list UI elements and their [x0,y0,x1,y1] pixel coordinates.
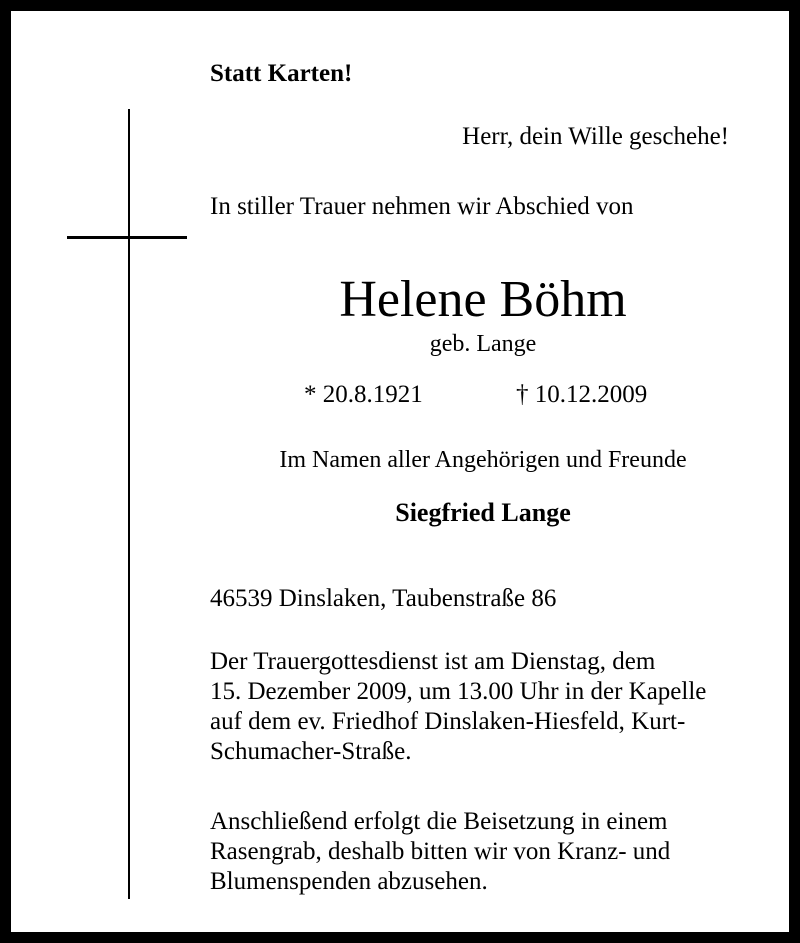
burial-paragraph [210,807,670,897]
service-line: 15. Dezember 2009, um 13.00 Uhr in der Kapelle [210,678,707,705]
cross-icon-crossbar [67,236,187,239]
deceased-name: Helene Böhm [339,271,627,328]
death-date: † 10.12.2009 [516,381,648,408]
service-line: auf dem ev. Friedhof Dinslaken-Hiesfeld, Kurt- [210,708,686,735]
motto-text: Herr, dein Wille geschehe! [462,123,729,150]
address-text: 46539 Dinslaken, Taubenstraße 86 [210,585,557,612]
on-behalf-text: Im Namen aller Angehörigen und Freunde [279,447,687,473]
notice-heading: Statt Karten! [210,60,353,87]
cross-icon [128,109,130,899]
signer-name: Siegfried Lange [395,498,571,527]
birth-date: * 20.8.1921 [304,381,423,408]
service-line: Der Trauergottesdienst ist am Dienstag, dem [210,648,656,675]
maiden-name: geb. Lange [429,331,537,357]
burial-line: Blumenspenden abzusehen. [210,868,488,895]
service-line: Schumacher-Straße. [210,738,412,765]
burial-line: Anschließend erfolgt die Beisetzung in einem [210,808,668,835]
intro-text: In stiller Trauer nehmen wir Abschied von [210,193,634,220]
burial-line: Rasengrab, deshalb bitten wir von Kranz- und [210,838,671,865]
service-paragraph [210,647,706,767]
